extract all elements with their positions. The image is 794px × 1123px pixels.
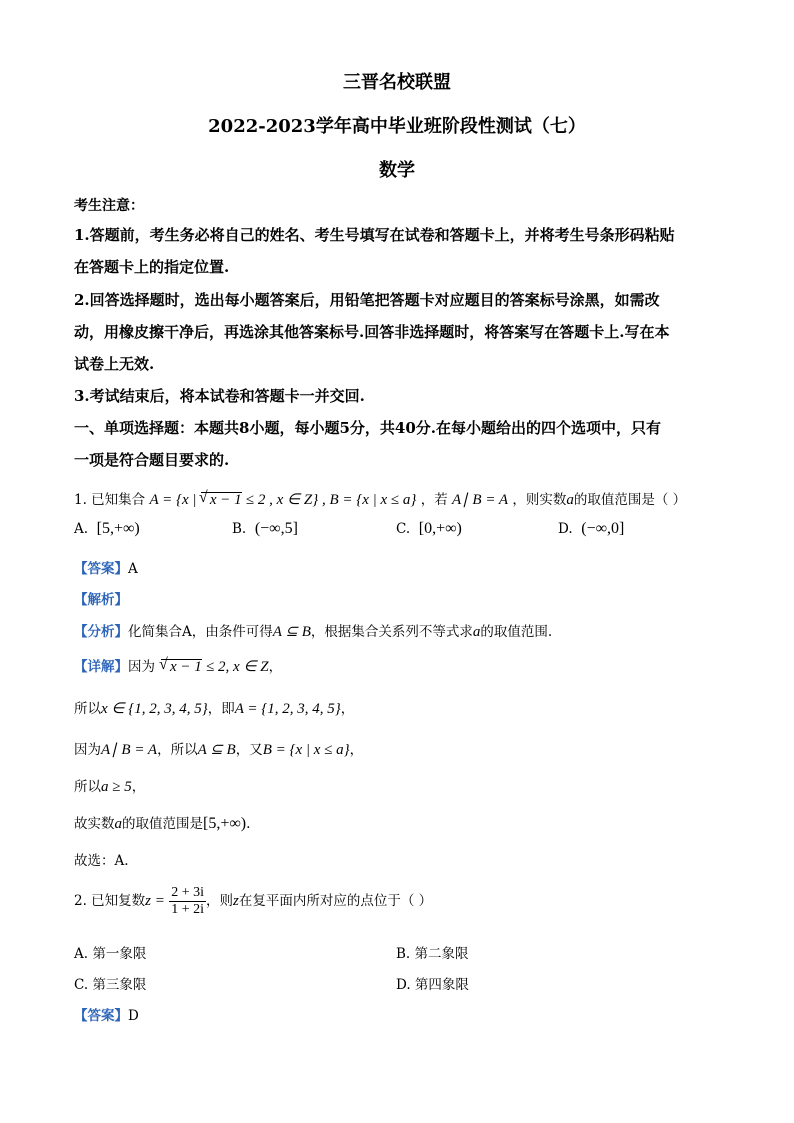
q1-option-d-label: D. (558, 521, 573, 537)
q1-option-a (74, 520, 140, 538)
q1-fenxi-var: a (472, 624, 481, 640)
q1-detail-line-4 (74, 775, 145, 796)
q1-answer-value: A (128, 561, 138, 577)
q1-condition: A∣ B = A (452, 492, 509, 508)
notice-title: 考生注意： (74, 198, 144, 214)
q2-z-eq: z = (145, 893, 165, 909)
subject-title: 数学 (379, 160, 415, 181)
question-2-stem (74, 885, 432, 918)
q1-fenxi-tag: 【分析】 (74, 624, 128, 640)
q2-option-d: D. 第四象限 (396, 977, 469, 993)
q2-fraction (169, 885, 206, 918)
q1-d3-mid-1: ，所以 (157, 742, 198, 758)
q1-d2-mid: ，即 (207, 701, 235, 717)
q2-prefix: 2. 已知复数 (74, 893, 146, 909)
q1-fenxi-text-2: ，根据集合关系列不等式求 (310, 624, 473, 640)
q1-prefix: 1. 已知集合 (74, 492, 146, 508)
q1-fenxi-math: A ⊆ B (272, 624, 311, 640)
q1-d2-math-2: A = {1, 2, 3, 4, 5} (234, 701, 341, 717)
q2-fraction-numerator: 2 + 3i (171, 885, 204, 900)
q1-analysis-label: 【解析】 (74, 592, 128, 608)
q1-set-a-open: A = {x | (149, 492, 197, 508)
q1-var-a: a (566, 492, 574, 508)
q1-d3-math-1: A∣ B = A (101, 742, 158, 758)
q1-d1-sqrt: √ x − 1 (161, 659, 202, 675)
q1-set-a-close: ≤ 2 , x ∈ Z} , B = {x | x ≤ a} (245, 492, 417, 508)
q1-d3-post: ， (349, 742, 364, 758)
q1-d3-mid-2: ，又 (235, 742, 263, 758)
q1-d5-math: [5,+∞) (203, 815, 247, 832)
q1-option-b (232, 520, 298, 538)
notice-item-1a: 1.答题前，考生务必将自己的姓名、考生号填写在试卷和答题卡上，并将考生号条形码粘贴 (74, 226, 675, 244)
q1-sqrt: √ x − 1 (201, 492, 242, 508)
q2-answer-value: D (128, 1008, 139, 1024)
school-alliance-title: 三晋名校联盟 (343, 72, 451, 93)
exam-title: 2022-2023学年高中毕业班阶段性测试（七） (208, 116, 586, 137)
q1-d5-var: a (114, 816, 122, 832)
question-1-stem (74, 488, 686, 509)
q1-option-d (558, 520, 624, 538)
q2-option-b: B. 第二象限 (396, 946, 469, 962)
q2-var-z: z (232, 893, 239, 909)
q1-d2-post: ， (340, 701, 355, 717)
q2-option-a: A. 第一象限 (74, 946, 147, 962)
q1-d3-math-3: B = {x | x ≤ a} (262, 742, 350, 758)
q1-d1-post: ， (268, 659, 283, 675)
q1-d5-mid: 的取值范围是 (122, 816, 203, 832)
q1-d1-math: ≤ 2, x ∈ Z (206, 659, 269, 675)
q1-option-d-value: (−∞,0] (581, 520, 625, 537)
q1-suffix-1: ，则实数 (512, 492, 567, 508)
q1-fenxi-text-1: 化简集合A，由条件可得 (128, 624, 273, 640)
q1-d2-math-1: x ∈ {1, 2, 3, 4, 5} (101, 701, 208, 717)
q1-d3-pre: 因为 (74, 742, 101, 758)
notice-item-2c: 试卷上无效. (74, 355, 155, 373)
notice-item-3: 3.考试结束后，将本试卷和答题卡一并交回. (74, 387, 365, 405)
notice-item-2b: 动，用橡皮擦干净后，再选涂其他答案标号.回答非选择题时，将答案写在答题卡上.写在本 (74, 323, 670, 341)
q1-fenxi (74, 620, 552, 641)
q1-option-b-label: B. (232, 521, 247, 537)
q1-option-c (396, 520, 462, 538)
notice-item-1b: 在答题卡上的指定位置. (74, 258, 230, 276)
q1-d4-pre: 所以 (74, 779, 101, 795)
q1-detail-line-3 (74, 738, 363, 759)
q2-mid: ，则 (205, 893, 233, 909)
q1-d5-post: . (246, 816, 251, 832)
q2-suffix: 在复平面内所对应的点位于（ ） (238, 893, 433, 909)
section-heading-line-1: 一、单项选择题：本题共8小题，每小题5分，共40分.在每小题给出的四个选项中，只有 (74, 419, 661, 437)
q1-option-a-label: A. (74, 521, 89, 537)
q1-d4-post: ， (131, 779, 146, 795)
q1-fenxi-text-3: 的取值范围. (480, 624, 553, 640)
q1-option-c-label: C. (396, 521, 411, 537)
q1-analysis-tag (74, 588, 128, 608)
q1-detail-tag: 【详解】 (74, 659, 128, 675)
q1-answer-tag: 【答案】 (74, 561, 128, 577)
q1-d2-pre: 所以 (74, 701, 101, 717)
q1-detail-line-2 (74, 697, 354, 718)
q1-option-a-value: [5,+∞) (96, 520, 140, 537)
q1-detail-line-5 (74, 812, 250, 833)
section-heading-line-2: 一项是符合题目要求的. (74, 451, 230, 469)
q1-answer (74, 557, 138, 577)
q2-fraction-denominator: 1 + 2i (171, 902, 204, 917)
q1-d5-pre: 故实数 (74, 816, 115, 832)
q1-detail-line-6: 故选：A. (74, 853, 129, 869)
q1-suffix-2: 的取值范围是（ ） (573, 492, 687, 508)
q1-mid: ，若 (420, 492, 448, 508)
q1-option-b-value: (−∞,5] (254, 520, 298, 537)
q1-d4-math: a ≥ 5 (101, 779, 132, 795)
q1-d3-math-2: A ⊆ B (197, 742, 236, 758)
q1-detail-line-1 (74, 655, 282, 676)
q1-option-c-value: [0,+∞) (418, 520, 462, 537)
q2-answer-tag: 【答案】 (74, 1008, 128, 1024)
q2-option-c: C. 第三象限 (74, 977, 147, 993)
q2-answer (74, 1004, 139, 1024)
notice-item-2a: 2.回答选择题时，选出每小题答案后，用铅笔把答题卡对应题目的答案标号涂黑，如需改 (74, 291, 660, 309)
q1-d1-pre: 因为 (128, 659, 155, 675)
